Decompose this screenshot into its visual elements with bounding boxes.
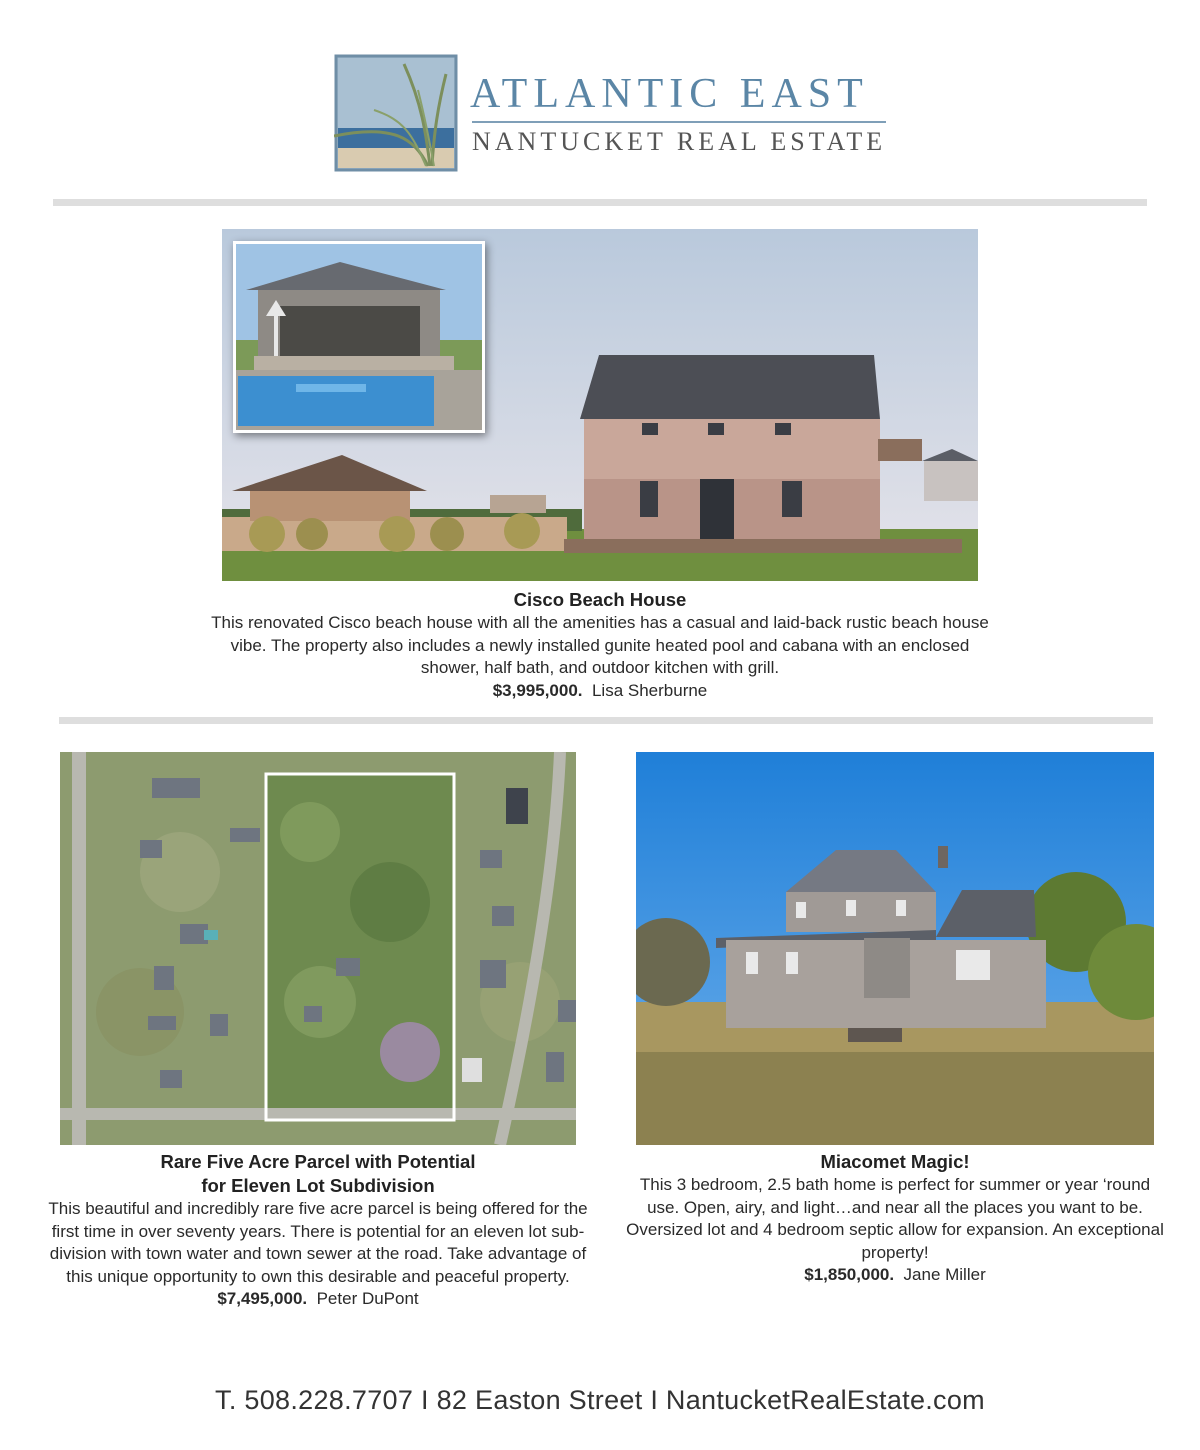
logo-rule [472,121,886,123]
listing-caption-parcel [40,1150,596,1311]
listing-title-line1: Rare Five Acre Parcel with Potential [160,1151,476,1172]
listing-description: This renovated Cisco beach house with all the amenities has a casual and laid-back rustic beach house vibe. The property also includes a newly installed gunite heated pool and cabana with an enclosed shower, half bath, and outdoor kitchen with grill. [211,613,989,677]
listing-price-line [625,1264,1165,1287]
listing-price-line [200,680,1000,703]
listing-price: $7,495,000. [217,1289,308,1308]
brand-tagline: NANTUCKET REAL ESTATE [472,127,887,156]
middle-divider [59,717,1153,724]
listing-title: Cisco Beach House [513,589,687,610]
listing-agent: Lisa Sherburne [591,680,708,700]
listing-price: $1,850,000. [804,1265,895,1284]
listing-price: $3,995,000. [492,680,583,700]
listing-title-line2: for Eleven Lot Subdivision [201,1175,435,1196]
pool-cabana-inset-photo [233,241,485,433]
miacomet-house-photo [636,752,1154,1145]
listing-agent: Jane Miller [903,1265,986,1284]
brand-name: ATLANTIC EAST [470,71,869,117]
footer-contact: T. 508.228.7707 I 82 Easton Street I NantucketRealEstate.com [215,1385,985,1415]
listing-title: Miacomet Magic! [820,1151,970,1172]
five-acre-parcel-aerial-photo [60,752,576,1145]
listing-agent: Peter DuPont [316,1289,419,1308]
company-logo [318,52,898,176]
listing-description: This beautiful and incredibly rare five acre parcel is being offered for the first time in over seventy years. There is potential for an eleven lot sub-division with town water and town sewer at the road. Take advantage of this unique opportunity to own this desirable and peaceful property. [48,1199,588,1286]
top-divider [53,199,1147,206]
listing-caption-cisco [200,588,1000,702]
listing-description: This 3 bedroom, 2.5 bath home is perfect for summer or year ‘round use. Open, airy, and light…and near all the places you want to be. Oversized lot and 4 bedroom septic allow for expansion. An exceptional property! [626,1175,1164,1262]
listing-price-line [40,1288,596,1311]
beach-grass-logo-icon [334,54,458,172]
listing-caption-miacomet [625,1150,1165,1287]
